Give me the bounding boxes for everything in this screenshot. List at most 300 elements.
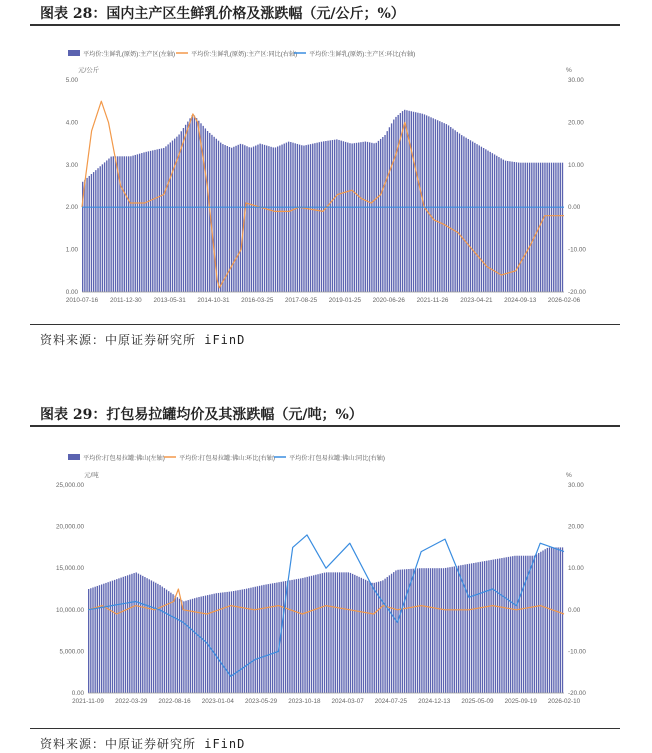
bar [337,572,338,693]
bar [417,568,418,693]
bar [127,575,128,693]
bar [233,147,234,292]
bar [487,151,488,292]
bar [259,144,260,292]
bar [311,576,312,693]
bar [505,161,506,292]
bar [384,135,385,292]
bar [150,151,151,292]
bar [324,573,325,693]
bar [294,580,295,693]
bar [410,569,411,693]
bar [272,583,273,693]
x-tick-label: 2016-03-25 [241,297,274,304]
bar [341,141,342,292]
bar [239,590,240,693]
bar [93,172,94,292]
bar [88,589,89,693]
bar [525,556,526,693]
x-tick-label: 2017-08-25 [284,297,318,304]
y2-tick-label: 20.00 [568,119,584,127]
bar [313,575,314,693]
bar [296,579,297,693]
bar [330,140,331,292]
bar [351,143,352,292]
bar [139,154,140,292]
bar [322,573,323,693]
bar [555,163,556,292]
bar [314,143,315,292]
bar [146,578,147,693]
bar [116,579,117,693]
bar [275,147,276,292]
bar [533,163,534,292]
bar [220,593,221,693]
bar [125,576,126,693]
bar [560,547,561,693]
bar [292,143,293,292]
x-tick-label: 2020-06-26 [372,297,405,304]
bar [220,143,221,292]
bar [320,574,321,693]
x-tick-label: 2022-03-29 [115,698,148,705]
bar [263,585,264,693]
bar [514,556,515,693]
bar [428,568,429,693]
bar [172,594,173,693]
legend-label-2: 平均价:生鲜乳(原奶):主产区:环比(右轴) [309,51,416,58]
bar [190,599,191,693]
x-tick-label: 2021-11-09 [72,698,104,705]
bar [218,141,219,292]
y2-tick-label: -10.00 [568,246,586,254]
bar [203,596,204,693]
bar [289,580,290,693]
right-axis-unit: % [566,472,572,479]
bar [124,156,125,292]
bar [105,583,106,693]
bar [155,583,156,693]
bar [525,163,526,292]
bar [419,113,420,292]
bar [519,556,520,693]
bar [107,582,108,693]
figure-29-top-rule [30,425,620,427]
bar [298,579,299,693]
bar [384,579,385,693]
bar [131,574,132,693]
bar [516,162,517,292]
bar [497,559,498,693]
bar [205,128,206,292]
legend-label-1: 平均价:生鲜乳(原奶):主产区:同比(右轴) [191,51,298,58]
bar [118,578,119,693]
bar [315,575,316,693]
bar [178,134,179,292]
bar [411,111,412,292]
bar [551,547,552,693]
y-tick-label: 0.00 [65,289,78,296]
bar [163,148,164,292]
y2-tick-label: 0.00 [568,204,581,212]
bar [307,577,308,693]
bar [451,567,452,693]
bar [198,597,199,693]
y2-tick-label: -10.00 [568,648,586,656]
bar [395,570,396,693]
bar [510,557,511,693]
bar [257,586,258,693]
x-tick-label: 2025-05-09 [461,698,494,705]
x-tick-label: 2011-12-30 [109,297,142,304]
bar [170,142,171,292]
y-tick-label: 3.00 [65,161,78,169]
bar [529,163,530,292]
bar [89,176,90,292]
bar [286,143,287,292]
bar [222,144,223,292]
bar [295,143,296,292]
bar [136,572,137,693]
figure-29-title: 图表 29：打包易拉罐均价及其涨跌幅（元/吨；%） [40,407,363,423]
y-tick-label: 5.00 [65,77,78,84]
bar [259,586,260,693]
bar [209,595,210,693]
bar [547,548,548,693]
bar [534,556,535,693]
bar [335,572,336,693]
bar [252,587,253,693]
y2-tick-label: -20.00 [568,289,586,296]
bar [415,112,416,292]
bar [211,135,212,292]
bar [436,568,437,693]
bar [112,581,113,693]
bar [290,142,291,292]
bar [376,143,377,292]
legend-label-2: 平均价:打包易拉罐:佛山:同比(右轴) [289,455,385,462]
bar [159,585,160,693]
bar [203,126,204,292]
bar [185,601,186,693]
bar [168,591,169,693]
bar [527,163,528,292]
x-tick-label: 2014-10-31 [197,297,230,304]
bar [299,145,300,292]
bar [404,110,405,292]
bar [507,161,508,292]
bar [162,587,163,693]
bar [382,137,383,292]
bar [343,572,344,693]
bar [192,599,193,693]
bar [562,547,563,693]
bar [330,572,331,693]
bar [423,568,424,693]
bar [99,585,100,693]
bar [332,572,333,693]
bar [246,589,247,693]
bar [448,125,449,292]
bar [270,147,271,292]
bar [312,144,313,292]
bar [244,589,245,693]
bar [485,149,486,292]
bar [480,562,481,693]
bar [164,588,165,693]
bar [445,568,446,693]
bar [133,573,134,693]
bar [110,581,111,693]
bar [467,564,468,693]
bar [338,140,339,292]
bar [395,117,396,292]
bar [297,144,298,292]
bar [536,554,537,693]
bar [430,568,431,693]
bar [426,115,427,292]
bar [177,597,178,693]
bar [100,166,101,292]
bar [165,146,166,292]
bar [101,584,102,693]
bar [393,120,394,292]
legend-swatch-0 [68,454,80,460]
y2-tick-label: 0.00 [568,606,581,614]
bar [142,576,143,693]
bar [495,559,496,693]
x-tick-label: 2023-05-29 [244,698,278,705]
bar [468,139,469,292]
bar [222,592,223,693]
bar [148,151,149,292]
bar [316,143,317,292]
bar [143,152,144,292]
bar [501,558,502,693]
bar [334,140,335,292]
bar [389,127,390,292]
right-axis-unit: % [566,67,572,74]
bar [521,556,522,693]
bar [270,584,271,693]
bar [231,591,232,693]
bar [514,162,515,292]
bar [493,560,494,693]
bar [540,552,541,693]
x-tick-label: 2024-09-13 [504,297,537,304]
bar [424,114,425,292]
bar [129,575,130,693]
bar [121,156,122,292]
bar [439,121,440,292]
bar [371,143,372,292]
bar [456,566,457,693]
bar [238,145,239,292]
bar [486,561,487,693]
bar [343,141,344,292]
bar [475,563,476,693]
bar [84,180,85,292]
bar [255,587,256,693]
bar [231,148,232,292]
bar [205,596,206,693]
bar [397,115,398,292]
bar [477,562,478,693]
bar [461,135,462,292]
bar [378,141,379,292]
bar [430,117,431,292]
milk-price-chart [48,40,620,312]
bar [553,163,554,292]
bar [321,142,322,292]
bar [433,118,434,292]
figure-29-bottom-rule [30,728,620,729]
bar [250,588,251,693]
bar [174,139,175,292]
x-tick-label: 2023-04-21 [460,297,493,304]
bar [336,139,337,292]
figure-28-top-rule [30,24,620,26]
bar [482,561,483,693]
bar [551,163,552,292]
bar [227,146,228,292]
bar [492,153,493,292]
bar [523,556,524,693]
bar [140,575,141,693]
bar [557,163,558,292]
bar [476,144,477,292]
bar [419,568,420,693]
bar [490,152,491,292]
legend-label-0: 平均价:生鲜乳(原奶):主产区(左轴) [83,51,176,58]
bar [288,142,289,292]
bar [500,158,501,292]
bar [156,149,157,292]
bar [540,163,541,292]
bar [279,146,280,292]
bar [301,145,302,292]
bar [192,115,193,292]
bar [248,588,249,693]
bar [144,577,145,693]
bar [302,578,303,693]
bar [242,589,243,693]
bar [113,156,114,292]
bar [473,563,474,693]
figure-28-source: 资料来源：中原证券研究所 iFinD [40,333,246,347]
bar [441,568,442,693]
bar [471,563,472,693]
bar [393,572,394,693]
legend-label-1: 平均价:打包易拉罐:佛山:环比(右轴) [179,455,275,462]
bar [402,569,403,693]
bar [189,118,190,292]
bar [104,162,105,292]
bar [319,142,320,292]
bar [218,593,219,693]
bar [532,556,533,693]
bar [283,581,284,693]
bar [172,141,173,292]
bar [323,141,324,292]
bar [460,565,461,693]
bar [348,572,349,693]
y-tick-label: 20,000.00 [55,523,84,531]
bar [123,577,124,693]
bar [207,131,208,292]
bar [503,160,504,292]
bar [255,146,256,292]
y2-tick-label: 10.00 [568,161,584,169]
bar [276,583,277,693]
y2-tick-label: 20.00 [568,523,584,531]
bar [373,143,374,292]
bar [137,154,138,292]
bar [447,568,448,693]
bar [102,164,103,292]
bar [237,590,238,693]
bar [347,143,348,292]
bar [242,144,243,292]
bar [120,578,121,693]
bar [326,572,327,693]
y-tick-label: 10,000.00 [55,606,84,614]
bar [327,141,328,292]
bar [558,547,559,693]
bar [115,156,116,292]
bar [450,127,451,292]
x-tick-label: 2023-10-18 [288,698,321,705]
bar [538,553,539,693]
bar [454,130,455,292]
bar [157,584,158,693]
bar [161,148,162,292]
bar [188,600,189,693]
bar [287,581,288,693]
bar [97,586,98,693]
bar [194,116,195,292]
bar [149,579,150,693]
bar [277,146,278,292]
x-tick-label: 2025-09-19 [504,698,537,705]
bar [130,156,131,292]
bar [520,163,521,292]
bar [325,141,326,292]
y-tick-label: 2.00 [65,204,78,212]
bar [235,146,236,292]
bar [216,593,217,693]
bar [387,131,388,292]
bar [479,145,480,292]
bar [413,569,414,693]
bar [406,110,407,292]
bar [470,140,471,292]
bar-series [88,547,563,693]
bar [92,587,93,693]
bar [488,560,489,693]
bar [240,144,241,292]
bar [264,145,265,292]
bar [354,575,355,693]
bar [360,142,361,292]
bar [371,583,372,693]
bar [391,574,392,693]
y-tick-label: 25,000.00 [55,482,84,489]
bar [332,140,333,292]
bar [183,128,184,292]
bar [349,143,350,292]
y-tick-label: 1.00 [65,246,78,254]
